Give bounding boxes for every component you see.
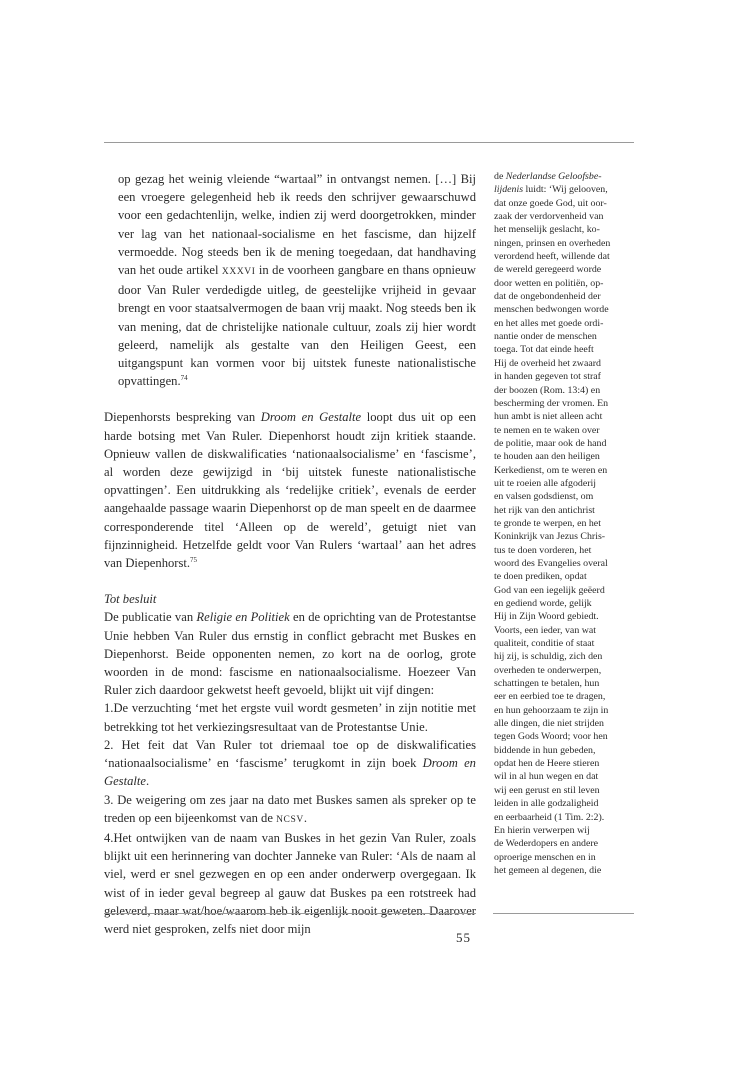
margin-note-line: te doen prediken, opdat <box>494 571 587 583</box>
margin-note-line <box>494 170 634 183</box>
margin-note-line: het gemeen al degenen, die <box>494 864 602 876</box>
margin-note-line: tus te doen vorderen, het <box>494 544 592 556</box>
margin-note-line: hun ambt is niet alleen acht <box>494 411 603 423</box>
list-item-2 <box>104 736 476 791</box>
book-title-religie: Religie en Politiek <box>196 610 290 625</box>
margin-note-prefix: de <box>494 171 506 182</box>
margin-note-line: zaak der verdorvenheid van <box>494 211 604 223</box>
margin-note-line: ningen, prinsen en overheden <box>494 237 611 249</box>
margin-note-line: tegen Gods Woord; voor hen <box>494 731 608 743</box>
para2-rest: en de oprichting van de Protestantse Unie hebben Van Ruler dus ernstig in conflict gebracht met Buskes en Diepenhorst. Beide opponenten nemen, zo kort na de oorlog, grote woorden in de mond: fascisme en nationaalsocialisme. Hoezeer Van Ruler zich daardoor gekwetst heeft gevoeld, blijkt uit vijf dingen: <box>104 610 476 698</box>
item2-start: 2. Het feit dat Van Ruler tot driemaal toe op de diskwalificaties ‘nationaalsocialisme’ en ‘fascisme’ terugkomt in zijn boek <box>104 737 476 771</box>
margin-note-line: te houden aan den heiligen <box>494 451 600 463</box>
para1-rest: loopt dus uit op een harde botsing met Van Ruler. Diepenhorst houdt zijn kritiek staande. Opnieuw vallen de diskwalificaties ‘nationaalsocialisme’ en ‘fascisme’, al worden deze gewijzigd in ‘bij uitstek funeste nationalistische opvattingen’. Een uitdrukking als ‘redelijke critiek’, evenals de eerder aangehaalde passage waarin Diepenhorst op de man speelt en de daarmee corresponderende titel ‘Alleen op de wereld’, getuigt niet van fijnzinnigheid. Hetzelfde geldt voor Van Rulers ‘wartaal’ aan het adres van Diepenhorst. <box>104 410 476 571</box>
margin-note-line: dat onze goede God, uit oor- <box>494 197 607 209</box>
paragraph-conclusion <box>104 608 476 699</box>
list-item-3 <box>104 791 476 829</box>
margin-note-line: Hij in Zijn Woord gebiedt. <box>494 611 599 623</box>
margin-note-line: en hun gehoorzaam te zijn in <box>494 704 609 716</box>
margin-note-line: het menselijk geslacht, ko- <box>494 224 600 236</box>
margin-note-line: en gediend worde, gelijk <box>494 598 592 609</box>
block-quote <box>118 170 476 390</box>
item3-start: 3. De weigering om zes jaar na dato met Buskes samen als spreker op te treden op een bijeenkomst van de <box>104 792 476 825</box>
margin-note-line: bescherming der vromen. En <box>494 397 609 409</box>
margin-note-line: opdat hen de Heere stieren <box>494 758 600 770</box>
margin-note-line: te gronde te werpen, en het <box>494 517 601 529</box>
margin-note-line: Kerkedienst, om te weren en <box>494 464 608 476</box>
section-heading: Tot besluit <box>104 592 157 607</box>
quote-text: op gezag het weinig vleiende “wartaal” in ontvangst nemen. […] Bij een vroegere gelegenheid heb ik reeds den schrijver gewaarschuwd voor een gedachtenlijn, welke, indien zij werd doorgetrokken, minder ver lag van het nationaal-socialisme en het fascisme, dan hijzelf vermoedde. Nog steeds ben ik de mening toegedaan, dat handhaving van het oude artikel <box>118 172 476 278</box>
book-title: Droom en Gestalte <box>260 410 362 425</box>
margin-note-column <box>494 170 634 877</box>
margin-note-line: de Wederdopers en andere <box>494 838 599 850</box>
item3-end: . <box>303 810 307 825</box>
confession-title: Nederlandse Geloofsbe- <box>505 171 602 182</box>
bottom-rule-main <box>104 913 476 914</box>
margin-note-line: de wereld geregeerd worde <box>494 264 602 276</box>
item2-title: Droom en Gestalte <box>104 756 476 789</box>
top-rule <box>104 142 634 143</box>
footnote-ref-74: 74 <box>180 374 188 383</box>
paragraph-diepenhorst <box>104 408 476 572</box>
list-item-1: 1.De verzuchting ‘met het ergste vuil wordt gesmeten’ in zijn notitie met betrekking tot het verkiezingsresultaat van de Protestantse Unie. <box>104 701 476 734</box>
page-number: 55 <box>456 930 471 945</box>
margin-note-line: de politie, maar ook de hand <box>494 437 607 449</box>
bottom-rule-side <box>493 913 634 914</box>
margin-note-line: door wetten en politiën, op- <box>494 277 604 289</box>
margin-note-line: in handen gegeven tot straf <box>494 371 601 383</box>
quote-text-continued: in de voorheen gangbare en thans opnieuw door Van Ruler verdedigde uitleg, de geestelijke vrijheid in gevaar brengt en voor staatsalvermogen de baan vrij maakt. Nog steeds ben ik van mening, dat de christelijke nationale cultuur, zoals zij hier wordt geleerd, namelijk als gestalte van den Heiligen Geest, een uitgangspunt kan vormen voor bij uitstek funeste nationalistische opvattingen. <box>118 263 476 389</box>
margin-note-line: woord des Evangelies overal <box>494 557 608 569</box>
margin-note-lines <box>494 197 634 878</box>
margin-note-line: menschen bedwongen worde <box>494 304 609 316</box>
margin-note-line: hij zij, is schuldig, zich den <box>494 651 603 663</box>
margin-note-line: biddende in hun gebeden, <box>494 744 596 756</box>
margin-note-line: wil in al hun wegen en dat <box>494 771 599 783</box>
margin-note-line: dat de ongebondenheid der <box>494 291 601 303</box>
main-text-column <box>104 170 476 938</box>
margin-note-line <box>494 183 634 196</box>
margin-note-line: qualiteit, conditie of staat <box>494 638 595 650</box>
ncsv-abbr: NCSV <box>276 814 304 825</box>
article-number: XXXVI <box>221 267 256 278</box>
margin-note-line: God van een iegelijk geëerd <box>494 584 605 596</box>
margin-note-line: der boozen (Rom. 13:4) en <box>494 384 601 396</box>
margin-note-line: het rijk van den antichrist <box>494 504 595 516</box>
margin-note-line: Koninkrijk van Jezus Chris- <box>494 531 606 543</box>
para2-start: De publicatie van <box>104 610 197 625</box>
confession-title-cont: lijdenis <box>494 184 524 196</box>
margin-note-line: verordend heeft, willende dat <box>494 251 610 263</box>
para1-start: Diepenhorsts bespreking van <box>104 410 261 425</box>
margin-note-line: te nemen en te waken over <box>494 424 600 436</box>
margin-note-line: en eerbaarheid (1 Tim. 2:2). <box>494 811 605 823</box>
margin-note-line: toega. Tot dat einde heeft <box>494 344 594 356</box>
margin-note-line: Voorts, een ieder, van wat <box>494 624 596 636</box>
margin-note-line: oproerige menschen en in <box>494 851 596 863</box>
margin-note-line: schattingen te betalen, hun <box>494 678 600 690</box>
margin-note-text: luidt: ‘Wij gelooven, <box>523 184 608 196</box>
margin-note-line: eer en eerbied toe te dragen, <box>494 691 606 703</box>
margin-note-line: en het alles met goede ordi- <box>494 317 604 329</box>
item2-end: . <box>145 774 150 789</box>
margin-note-line: alle dingen, die niet strijden <box>494 718 604 730</box>
list-item-4: 4.Het ontwijken van de naam van Buskes in het gezin Van Ruler, zoals blijkt uit een herinnering van dochter Janneke van Ruler: ‘Als de naam al viel, werd er snel gezwegen en op een ander onderwerp overgegaan. Ik wist of in ieder geval begreep al gauw dat Buskes pa een rotstreek had geleverd, maar wat/hoe/waarom heb ik eigenlijk nooit geweten. Daarover werd niet gesproken, zelfs niet door mijn <box>104 830 476 936</box>
margin-note-line: overheden te onderwerpen, <box>494 664 602 676</box>
margin-note-line: uit te roeien alle afgoderij <box>494 477 596 489</box>
margin-note-line: nantie onder de menschen <box>494 331 597 343</box>
footnote-ref-75: 75 <box>190 555 198 564</box>
margin-note-line: En hierin verwerpen wij <box>494 824 590 836</box>
margin-note-line: wij een gerust en stil leven <box>494 784 600 796</box>
margin-note-line: leiden in alle godzaligheid <box>494 798 599 810</box>
margin-note-line: en valsen godsdienst, om <box>494 491 594 503</box>
margin-note-line: Hij de overheid het zwaard <box>494 357 601 369</box>
